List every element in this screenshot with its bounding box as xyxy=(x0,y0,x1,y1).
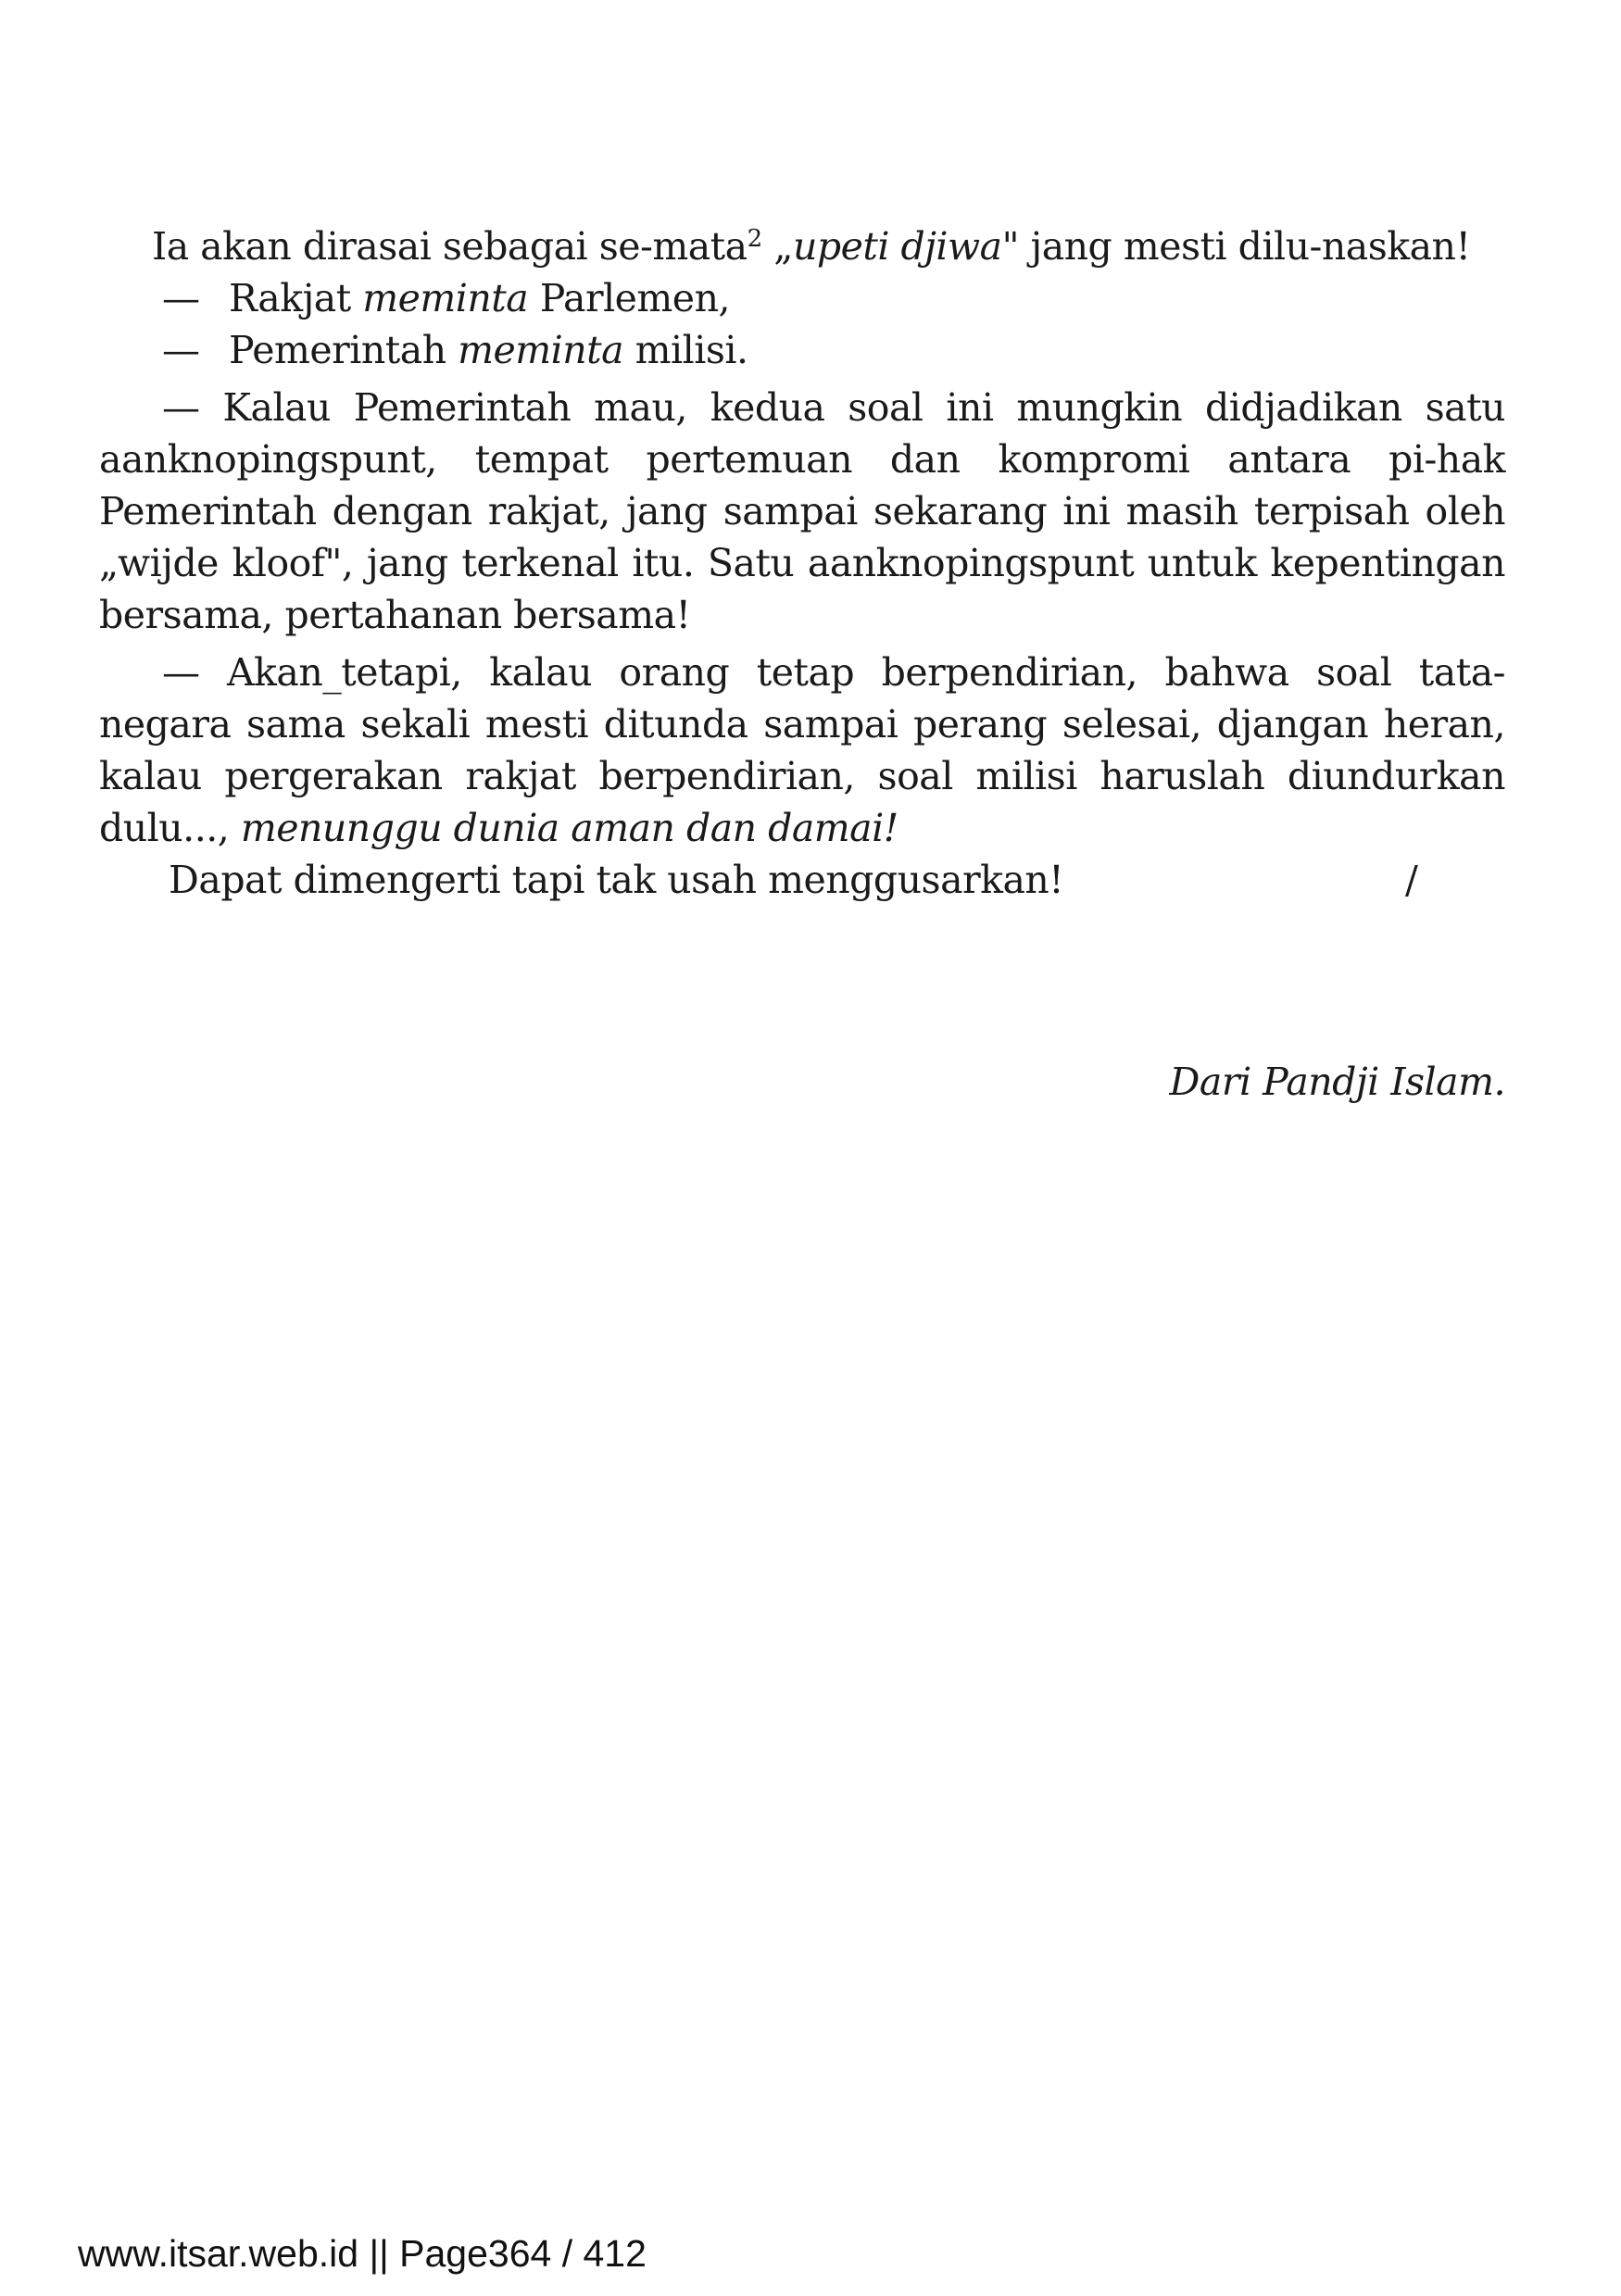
text-run: Dapat dimengerti tapi tak usah menggusarkan! xyxy=(169,858,1064,902)
text-run: milisi. xyxy=(623,328,748,372)
text-run: Pemerintah xyxy=(229,328,459,372)
paragraph-6 xyxy=(99,854,1505,906)
paragraph-4: — Kalau Pemerintah mau, kedua soal ini mungkin didjadikan satu aanknopingspunt, tempat pertemuan dan kompromi antara pi-hak Pemerintah dengan rakjat, jang sampai sekarang ini masih terpisah oleh „wijde kloof", jang terkenal itu. Satu aanknopingspunt untuk kepentingan bersama, pertahanan bersama! xyxy=(99,385,1505,637)
text-run: Rakjat xyxy=(229,276,363,320)
italic-phrase: meminta xyxy=(458,328,624,372)
text-run: „ xyxy=(761,224,793,269)
source-attribution: Dari Pandji Islam. xyxy=(1169,1060,1505,1104)
page-footer: www.itsar.web.id || Page364 / 412 xyxy=(78,2232,647,2275)
paragraph-2 xyxy=(99,272,1505,324)
stray-mark: / xyxy=(1405,858,1418,902)
text-run: Ia akan dirasai sebagai se-mata xyxy=(152,224,748,269)
paragraph-1 xyxy=(99,220,1505,272)
paragraph-3 xyxy=(99,324,1505,376)
italic-phrase: menunggu dunia aman dan damai! xyxy=(240,806,898,850)
text-run: Parlemen, xyxy=(528,276,731,320)
paragraph-5 xyxy=(99,646,1505,854)
dash-mark: — xyxy=(162,276,200,320)
body-text xyxy=(99,220,1505,906)
superscript: 2 xyxy=(747,225,762,253)
italic-phrase: meminta xyxy=(362,276,529,320)
text-run: — Akan_tetapi, kalau orang tetap berpendirian, bahwa soal tata-negara sama sekali mesti ditunda sampai perang selesai, djangan heran, kalau pergerakan rakjat berpendirian, soal milisi haruslah diundurkan dulu..., xyxy=(99,650,1505,850)
dash-mark: — xyxy=(162,328,200,372)
text-run: " jang mesti dilu-naskan! xyxy=(1001,224,1471,269)
italic-phrase: upeti djiwa xyxy=(792,224,1002,269)
